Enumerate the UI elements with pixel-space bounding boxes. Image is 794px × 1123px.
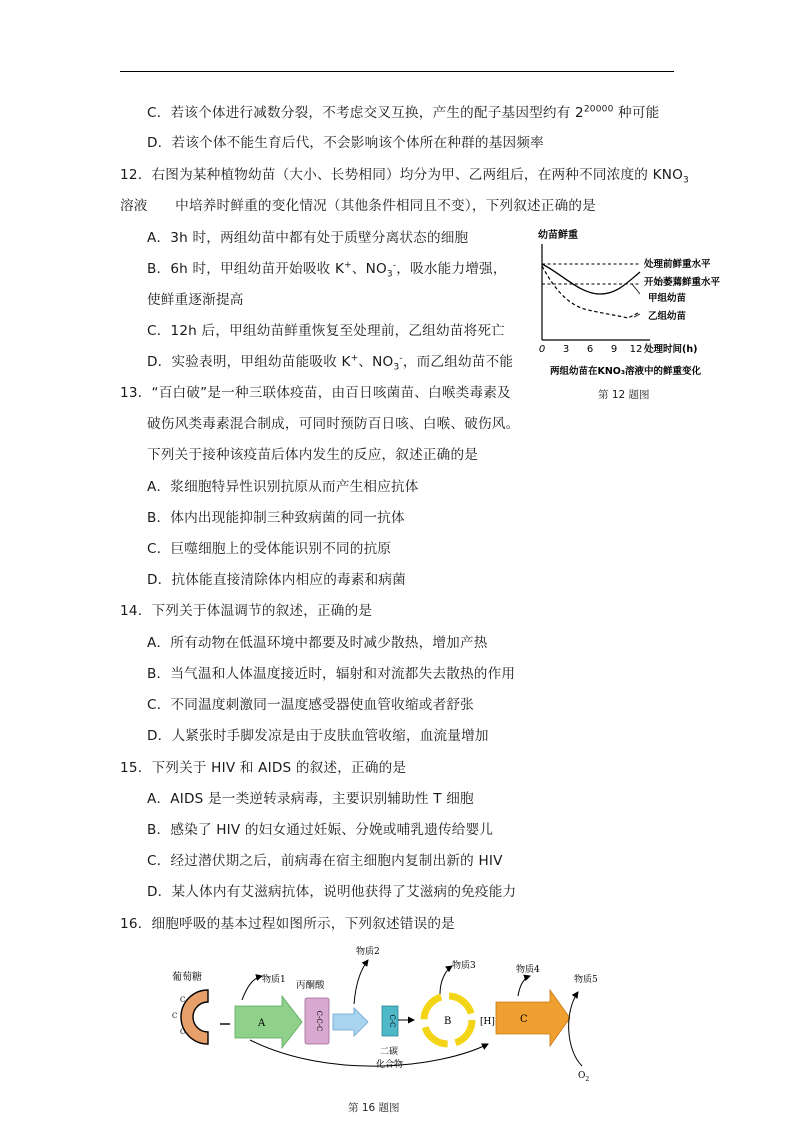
fig16-o2: $O_2$ xyxy=(578,1071,590,1083)
fig16-arrow-m5 xyxy=(569,992,582,1066)
fig12-title: 两组幼苗在KNO₃溶液中的鲜重变化 xyxy=(550,366,702,377)
q14-option-a: A．所有动物在低温环境中都要及时减少散热，增加产热 xyxy=(147,635,488,651)
q15-option-d: D．某人体内有艾滋病抗体，说明他获得了艾滋病的免疫能力 xyxy=(147,884,517,900)
fig16-arrow-m2 xyxy=(354,960,368,1004)
fig16-m4: 物质4 xyxy=(516,965,540,975)
fig16-arrow-m3 xyxy=(440,966,452,994)
q12-stem-line1: 12．右图为某种植物幼苗（大小、长势相同）均分为甲、乙两组后，在两种不同浓度的 $KNO_3$ xyxy=(120,167,689,186)
fig16-glucose-c3: C xyxy=(180,1028,186,1036)
q12-option-b: B．6h 时，甲组幼苗开始吸收 K+、$NO_3^-$，吸水能力增强， xyxy=(147,260,507,280)
fig16-m2: 物质2 xyxy=(356,947,380,957)
q12-option-d: D．实验表明，甲组幼苗能吸收 K+、$NO_3^-$，而乙组幼苗不能 xyxy=(147,353,514,373)
fig16-caption: 第 16 题图 xyxy=(348,1102,400,1114)
q12-option-b-cont: 使鲜重逐渐提高 xyxy=(147,292,244,308)
fig16-arrow-m1 xyxy=(242,976,262,1000)
fig16-c2-label1: 二碳 xyxy=(380,1047,399,1057)
header-rule xyxy=(120,71,674,72)
fig16-pyruvate-label: 丙酮酸 xyxy=(296,980,325,991)
fig16-c2-label2: 化合物 xyxy=(376,1060,404,1070)
fig16-arrow-c xyxy=(496,990,570,1046)
q13-option-c: C．巨噬细胞上的受体能识别不同的抗原 xyxy=(147,541,392,557)
fig12-tick-6: 6 xyxy=(586,344,594,355)
q14-option-b: B．当气温和人体温度接近时，辐射和对流都失去散热的作用 xyxy=(147,666,516,682)
q14-option-c: C．不同温度刺激同一温度感受器使血管收缩或者舒张 xyxy=(147,697,474,713)
fig12-curve-group-b xyxy=(542,266,640,318)
q13-option-a: A．浆细胞特异性识别抗原从而产生相应抗体 xyxy=(147,479,419,495)
q15-option-b: B．感染了 HIV 的妇女通过妊娠、分娩或哺乳遗传给婴儿 xyxy=(147,822,494,838)
fig16-glucose-c1: C xyxy=(180,996,186,1004)
q12-option-c: C．12h 后，甲组幼苗鲜重恢复至处理前，乙组幼苗将死亡 xyxy=(147,323,505,339)
fig12-tick-9: 9 xyxy=(610,344,618,355)
q13-stem-line2: 破伤风类毒素混合制成，可同时预防百日咳、白喉、破伤风。 xyxy=(147,416,520,432)
fig16-cc: C-C xyxy=(388,1014,396,1028)
fig16-label-c: C xyxy=(520,1014,528,1025)
fig12-curve-group-a xyxy=(542,264,640,294)
q11-option-c: C．若该个体进行减数分裂，不考虑交叉互换，产生的配子基因型约有 $2^{20000}$ 种可能 xyxy=(147,104,660,121)
q15-option-c: C．经过潜伏期之后，前病毒在宿主细胞内复制出新的 HIV xyxy=(147,853,503,869)
fig12-tick-12: 12 xyxy=(629,344,643,355)
fig12-legend-pre: 处理前鲜重水平 xyxy=(644,259,711,270)
q14-stem: 14．下列关于体温调节的叙述，正确的是 xyxy=(120,603,373,619)
q16-stem: 16．细胞呼吸的基本过程如图所示，下列叙述错误的是 xyxy=(120,916,455,932)
fig16-arrow-a xyxy=(235,996,302,1048)
fig16-label-a: A xyxy=(258,1018,266,1029)
q12-option-a: A．3h 时，两组幼苗中都有处于质壁分离状态的细胞 xyxy=(147,230,469,246)
q15-stem: 15．下列关于 HIV 和 AIDS 的叙述，正确的是 xyxy=(120,760,407,776)
q15-option-a: A．AIDS 是一类逆转录病毒，主要识别辅助性 T 细胞 xyxy=(147,791,474,807)
fig16-m5: 物质5 xyxy=(574,975,598,985)
fig16-label-b: B xyxy=(444,1016,452,1027)
fig12-legend-b: 乙组幼苗 xyxy=(648,311,687,322)
fig12-legend-wilt: 开始萎蔫鲜重水平 xyxy=(644,277,721,288)
q13-stem-line1: 13．“百白破”是一种三联体疫苗，由百日咳菌苗、白喉类毒素及 xyxy=(120,385,511,401)
fig16-m1: 物质1 xyxy=(262,975,286,985)
fig16-m3: 物质3 xyxy=(452,961,476,971)
fig16-arrow-m4 xyxy=(518,976,530,996)
fig12-legend-a: 甲组幼苗 xyxy=(648,293,687,304)
fig16-arrow-bottom xyxy=(250,1040,488,1066)
q14-option-d: D．人紧张时手脚发凉是由于皮肤血管收缩，血流量增加 xyxy=(147,728,489,744)
fig16-ccc: C-C-C xyxy=(315,1010,323,1032)
fig16-glucose-label: 葡萄糖 xyxy=(172,972,202,983)
fig16-h: [H] xyxy=(480,1017,495,1027)
fig12-tick-0: 0 xyxy=(538,344,546,355)
q12-figure xyxy=(522,222,721,400)
q13-option-d: D．抗体能直接清除体内相应的毒素和病菌 xyxy=(147,572,406,588)
q13-option-b: B．体内出现能抑制三种致病菌的同一抗体 xyxy=(147,510,405,526)
q12-stem-line2: 溶液 中培养时鲜重的变化情况（其他条件相同且不变），下列叙述正确的是 xyxy=(120,198,596,214)
fig16-glucose-c2: C xyxy=(172,1012,178,1020)
fig16-arrow-blue xyxy=(333,1008,368,1036)
q13-stem-line3: 下列关于接种该疫苗后体内发生的反应，叙述正确的是 xyxy=(147,447,479,463)
q11-option-d: D．若该个体不能生育后代，不会影响该个体所在种群的基因频率 xyxy=(147,135,544,151)
fig12-xlabel: 处理时间(h) xyxy=(644,344,698,355)
fig12-ylabel: 幼苗鲜重 xyxy=(538,230,578,241)
q16-figure xyxy=(150,940,620,1100)
fig12-leader-a xyxy=(632,284,640,294)
fig12-tick-3: 3 xyxy=(562,344,570,355)
fig12-caption: 第 12 题图 xyxy=(598,389,650,401)
